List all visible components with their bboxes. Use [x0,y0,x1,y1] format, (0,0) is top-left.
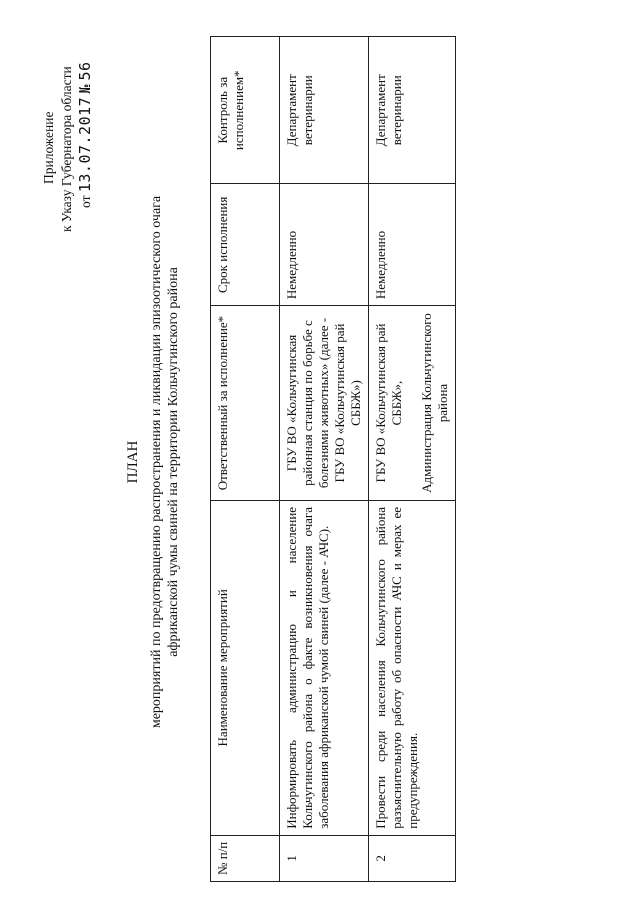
row-num: 2 [369,835,456,881]
date-prefix: от [78,195,93,208]
row-num: 1 [280,835,369,881]
row-responsible: ГБУ ВО «Кольчугинская рай СББЖ», [373,323,404,483]
header-control: Контроль за исполнением* [211,37,280,185]
row-responsible-secondary: Администрация Кольчугинского района [419,313,450,493]
appendix-date-line [76,32,95,242]
header-num: № п/п [211,835,280,881]
header-name: Наименование мероприятий [211,500,280,835]
rotated-landscape-content [20,22,580,882]
row-responsible: ГБУ ВО «Кольчугинская районная станция по борьбе с болезнями животных» (далее - ГБУ ВО «Кольчугинская рай СББЖ») [280,306,369,501]
title-block [125,182,182,742]
page-title: ПЛАН [125,440,141,484]
decree-number: 56 [76,61,94,81]
table-row [369,37,456,882]
table-header-row [211,37,280,882]
row-name: Провести среди населения Кольчугинского района разъяснительную работу об опасности АЧС и мерах ее предупреждения. [369,500,456,835]
appendix-label: Приложение [41,111,56,184]
header-responsible: Ответственный за исполнение* [211,306,280,501]
table-row [280,37,369,882]
row-responsible-cell [369,306,456,501]
row-term: Немедленно [280,184,369,306]
number-sign: № [76,83,94,94]
header-term: Срок исполнения [211,184,280,306]
page-subtitle: мероприятий по предотвращению распространения и ликвидации эпизоотического очага африканской чумы свиней на территории Кольчугинского района [149,195,181,729]
row-term: Немедленно [369,184,456,306]
row-control: Департамент ветеринарии [280,37,369,185]
responsible-spacer [405,312,419,494]
decree-date: 13.07.2017 [76,96,94,193]
row-name: Информировать администрацию и население Кольчугинского района о факте возникновения очага заболевания африканской чумой свиней (далее - АЧС). [280,500,369,835]
appendix-decree-ref: к Указу Губернатора области [59,66,74,232]
plan-table [210,36,456,882]
appendix-block [40,32,95,242]
row-control: Департамент ветеринарии [369,37,456,185]
